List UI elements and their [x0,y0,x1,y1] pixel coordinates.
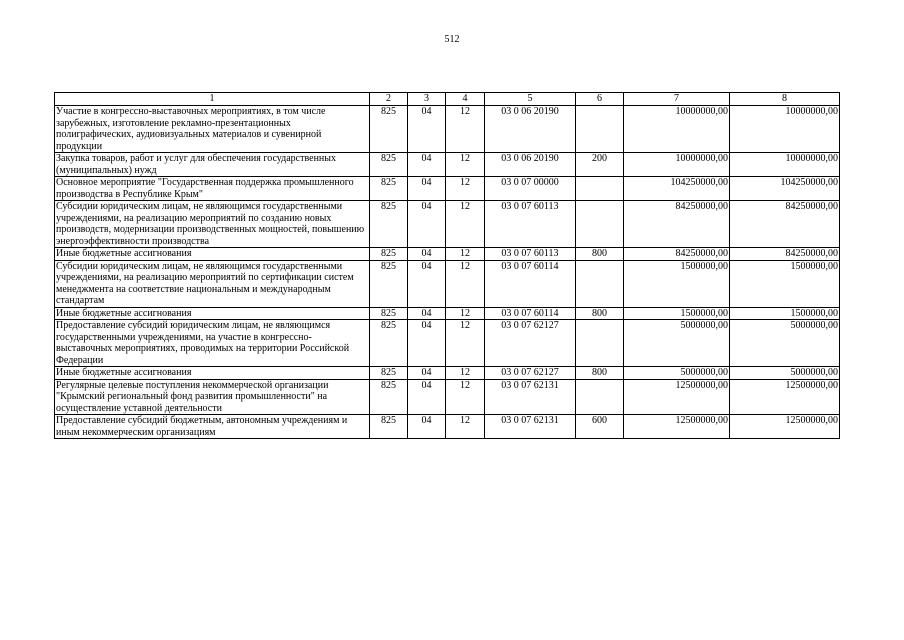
section-code: 04 [408,153,446,177]
col-header-5: 5 [485,93,576,106]
admin-code: 825 [370,201,408,248]
subsection-code: 12 [446,415,485,439]
target-article: 03 0 07 60113 [485,248,576,261]
admin-code: 825 [370,177,408,201]
admin-code: 825 [370,153,408,177]
subsection-code: 12 [446,177,485,201]
amount-year2: 12500000,00 [730,379,840,415]
amount-year1: 84250000,00 [624,201,730,248]
header-row [55,93,840,106]
expense-type [576,320,624,367]
expense-type: 800 [576,307,624,320]
amount-year1: 1500000,00 [624,307,730,320]
admin-code: 825 [370,248,408,261]
expense-type [576,177,624,201]
row-name: Иные бюджетные ассигнования [55,307,370,320]
target-article: 03 0 07 60113 [485,201,576,248]
expense-type: 200 [576,153,624,177]
budget-table [54,92,840,439]
target-article: 03 0 06 20190 [485,106,576,153]
target-article: 03 0 07 60114 [485,260,576,307]
amount-year1: 10000000,00 [624,153,730,177]
amount-year2: 104250000,00 [730,177,840,201]
section-code: 04 [408,367,446,380]
section-code: 04 [408,201,446,248]
table-row [55,379,840,415]
amount-year1: 5000000,00 [624,320,730,367]
admin-code: 825 [370,379,408,415]
table-row [55,415,840,439]
expense-type: 800 [576,367,624,380]
amount-year1: 104250000,00 [624,177,730,201]
admin-code: 825 [370,415,408,439]
row-name: Субсидии юридическим лицам, не являющимся государственными учреждениями, на реализацию мероприятий по сертификации систем менеджмента на соответствие национальным и международным стандартам [55,260,370,307]
amount-year1: 84250000,00 [624,248,730,261]
expense-type [576,260,624,307]
amount-year1: 5000000,00 [624,367,730,380]
section-code: 04 [408,106,446,153]
target-article: 03 0 07 62127 [485,320,576,367]
row-name: Иные бюджетные ассигнования [55,367,370,380]
section-code: 04 [408,307,446,320]
amount-year2: 5000000,00 [730,320,840,367]
row-name: Участие в конгрессно-выставочных мероприятиях, в том числе зарубежных, изготовление рекламно-презентационных полиграфических, аудиовизуальных материалов и сувенирной продукции [55,106,370,153]
target-article: 03 0 07 60114 [485,307,576,320]
amount-year1: 12500000,00 [624,415,730,439]
table-row [55,177,840,201]
subsection-code: 12 [446,320,485,367]
col-header-2: 2 [370,93,408,106]
table-row [55,153,840,177]
expense-type [576,379,624,415]
row-name: Закупка товаров, работ и услуг для обеспечения государственных (муниципальных) нужд [55,153,370,177]
table-row [55,248,840,261]
expense-type [576,106,624,153]
col-header-4: 4 [446,93,485,106]
admin-code: 825 [370,320,408,367]
subsection-code: 12 [446,153,485,177]
row-name: Регулярные целевые поступления некоммерческой организации "Крымский региональный фонд развития промышленности" на осуществление уставной деятельности [55,379,370,415]
subsection-code: 12 [446,367,485,380]
col-header-3: 3 [408,93,446,106]
section-code: 04 [408,260,446,307]
row-name: Основное мероприятие "Государственная поддержка промышленного производства в Республике Крым" [55,177,370,201]
subsection-code: 12 [446,379,485,415]
section-code: 04 [408,379,446,415]
admin-code: 825 [370,307,408,320]
row-name: Предоставление субсидий бюджетным, автономным учреждениям и иным некоммерческим организациям [55,415,370,439]
amount-year2: 5000000,00 [730,367,840,380]
target-article: 03 0 06 20190 [485,153,576,177]
row-name: Предоставление субсидий юридическим лицам, не являющимся государственными учреждениями, на участие в конгрессно-выставочных мероприятиях, проводимых на территории Российской Федерации [55,320,370,367]
table-row [55,260,840,307]
target-article: 03 0 07 62131 [485,415,576,439]
row-name: Субсидии юридическим лицам, не являющимся государственными учреждениями, на реализацию мероприятий по созданию новых производств, модернизации производственных мощностей, повышению энергоэффективности производства [55,201,370,248]
amount-year1: 12500000,00 [624,379,730,415]
expense-type: 800 [576,248,624,261]
row-name: Иные бюджетные ассигнования [55,248,370,261]
col-header-8: 8 [730,93,840,106]
subsection-code: 12 [446,106,485,153]
amount-year2: 84250000,00 [730,248,840,261]
target-article: 03 0 07 00000 [485,177,576,201]
admin-code: 825 [370,260,408,307]
amount-year2: 84250000,00 [730,201,840,248]
section-code: 04 [408,177,446,201]
target-article: 03 0 07 62127 [485,367,576,380]
amount-year1: 1500000,00 [624,260,730,307]
subsection-code: 12 [446,248,485,261]
table-row [55,367,840,380]
col-header-7: 7 [624,93,730,106]
amount-year2: 10000000,00 [730,106,840,153]
subsection-code: 12 [446,260,485,307]
col-header-1: 1 [55,93,370,106]
section-code: 04 [408,248,446,261]
expense-type [576,201,624,248]
section-code: 04 [408,415,446,439]
amount-year2: 10000000,00 [730,153,840,177]
col-header-6: 6 [576,93,624,106]
amount-year2: 1500000,00 [730,260,840,307]
admin-code: 825 [370,367,408,380]
table-row [55,201,840,248]
amount-year1: 10000000,00 [624,106,730,153]
table-row [55,320,840,367]
admin-code: 825 [370,106,408,153]
subsection-code: 12 [446,201,485,248]
page-number: 512 [444,34,460,45]
amount-year2: 1500000,00 [730,307,840,320]
subsection-code: 12 [446,307,485,320]
section-code: 04 [408,320,446,367]
table-row [55,307,840,320]
target-article: 03 0 07 62131 [485,379,576,415]
expense-type: 600 [576,415,624,439]
amount-year2: 12500000,00 [730,415,840,439]
table-row [55,106,840,153]
